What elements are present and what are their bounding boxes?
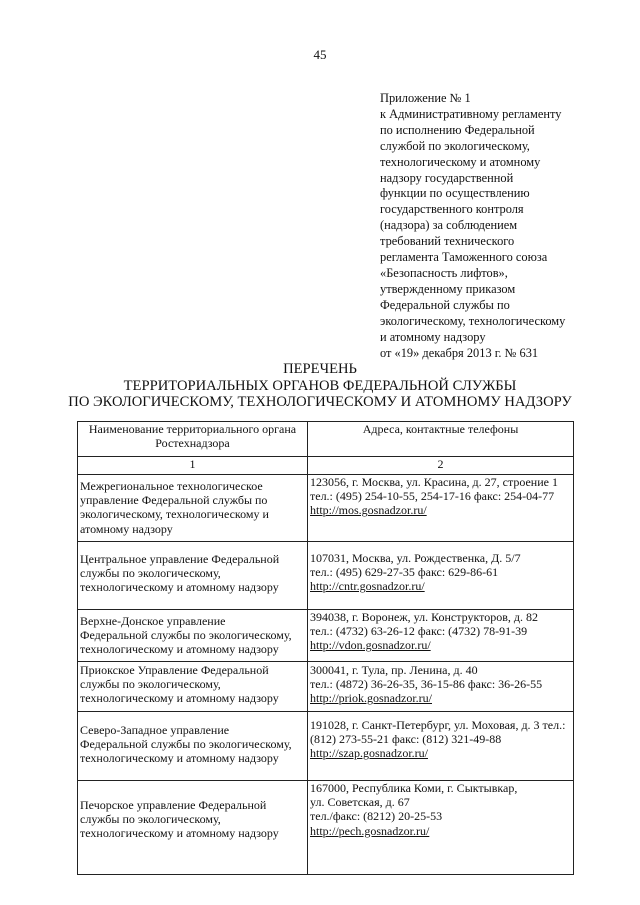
name-line: атомному надзору <box>80 521 173 536</box>
name-line: Приокское Управление Федеральной <box>80 663 269 677</box>
address-line: 167000, Республика Коми, г. Сыктывкар, <box>310 781 518 795</box>
address-line: 394038, г. Воронеж, ул. Конструкторов, д. 82 <box>310 610 538 624</box>
appendix-line: службой по экологическому, <box>380 138 530 153</box>
heading-line: ПО ЭКОЛОГИЧЕСКОМУ, ТЕХНОЛОГИЧЕСКОМУ И АТОМНОМУ НАДЗОРУ <box>68 394 572 410</box>
name-line: службы по экологическому, <box>80 677 221 692</box>
heading-line: ПЕРЕЧЕНЬ <box>283 361 357 377</box>
appendix-line: Федеральной службы по <box>380 297 510 312</box>
table-row <box>78 475 574 542</box>
body-name-cell <box>78 542 308 610</box>
appendix-line: (надзора) за соблюдением <box>380 218 518 233</box>
website-link[interactable]: http://szap.gosnadzor.ru/ <box>310 746 428 761</box>
body-name-cell <box>78 781 308 875</box>
name-line: управление Федеральной службы по <box>80 493 268 508</box>
website-link[interactable]: http://priok.gosnadzor.ru/ <box>310 691 432 706</box>
website-link[interactable]: http://cntr.gosnadzor.ru/ <box>310 579 425 594</box>
address-line: 107031, Москва, ул. Рождественка, Д. 5/7 <box>310 551 521 565</box>
column-number: 2 <box>308 457 574 475</box>
name-line: Межрегиональное технологическое <box>80 479 263 493</box>
name-line: Печорское управление Федеральной <box>80 798 267 812</box>
address-line: тел.: (4732) 63-26-12 факс: (4732) 78-91-39 <box>310 624 528 639</box>
header-text: Ростехнадзора <box>155 436 230 451</box>
name-line: Федеральной службы по экологическому, <box>80 628 292 643</box>
appendix-line: от «19» декабря 2013 г. № 631 <box>380 345 539 360</box>
address-cell <box>308 475 574 542</box>
address-cell <box>308 610 574 662</box>
appendix-line: утвержденному приказом <box>380 281 516 296</box>
appendix-note <box>380 91 630 361</box>
appendix-line: государственного контроля <box>380 202 524 217</box>
document-heading <box>0 361 640 411</box>
name-line: технологическому и атомному надзору <box>80 691 279 706</box>
name-line: технологическому и атомному надзору <box>80 642 279 657</box>
address-cell <box>308 781 574 875</box>
appendix-line: и атомному надзору <box>380 329 486 344</box>
address-line: ул. Советская, д. 67 <box>310 795 410 810</box>
page-number: 45 <box>313 47 327 62</box>
website-link[interactable]: http://mos.gosnadzor.ru/ <box>310 503 427 518</box>
address-line: 300041, г. Тула, пр. Ленина, д. 40 <box>310 663 478 677</box>
appendix-line: экологическому, технологическому <box>380 313 566 328</box>
name-line: Федеральной службы по экологическому, <box>80 737 292 752</box>
website-link[interactable]: http://pech.gosnadzor.ru/ <box>310 823 430 838</box>
table-row <box>78 610 574 662</box>
name-line: службы по экологическому, <box>80 566 221 581</box>
address-line: тел.: (4872) 36-26-35, 36-15-86 факс: 36-26-55 <box>310 677 543 692</box>
address-line: 123056, г. Москва, ул. Красина, д. 27, строение 1 <box>310 475 558 489</box>
appendix-line: требований технического <box>380 234 515 249</box>
body-name-cell <box>78 610 308 662</box>
address-line: тел.: (495) 629-27-35 факс: 629-86-61 <box>310 565 499 580</box>
body-name-cell <box>78 712 308 781</box>
address-cell <box>308 712 574 781</box>
appendix-line: по исполнению Федеральной <box>380 122 535 137</box>
table-header-row <box>78 422 574 457</box>
appendix-line: технологическому и атомному <box>380 154 541 169</box>
table-row <box>78 542 574 610</box>
appendix-line: к Административному регламенту <box>380 106 562 121</box>
address-cell <box>308 662 574 712</box>
heading-line: ТЕРРИТОРИАЛЬНЫХ ОРГАНОВ ФЕДЕРАЛЬНОЙ СЛУЖБЫ <box>123 377 517 394</box>
name-line: службы по экологическому, <box>80 812 221 827</box>
table-row <box>78 662 574 712</box>
address-line: тел./факс: (8212) 20-25-53 <box>310 809 443 824</box>
appendix-line: «Безопасность лифтов», <box>380 265 508 280</box>
address-line: (812) 273-55-21 факс: (812) 321-49-88 <box>310 732 502 747</box>
table-row <box>78 781 574 875</box>
address-cell <box>308 542 574 610</box>
name-line: Северо-Западное управление <box>80 723 230 737</box>
appendix-line: функции по осуществлению <box>380 186 530 201</box>
name-line: технологическому и атомному надзору <box>80 580 279 595</box>
name-line: технологическому и атомному надзору <box>80 826 279 841</box>
appendix-line: Приложение № 1 <box>380 91 471 105</box>
body-name-cell <box>78 662 308 712</box>
header-text: Адреса, контактные телефоны <box>362 422 519 436</box>
table-row <box>78 712 574 781</box>
appendix-line: регламента Таможенного союза <box>380 250 548 265</box>
address-line: тел.: (495) 254-10-55, 254-17-16 факс: 254-04-77 <box>310 489 555 504</box>
address-line: 191028, г. Санкт-Петербург, ул. Моховая, д. 3 тел.: <box>310 718 566 732</box>
name-line: Верхне-Донское управление <box>80 614 226 628</box>
header-cell-address <box>308 422 574 457</box>
website-link[interactable]: http://vdon.gosnadzor.ru/ <box>310 638 431 653</box>
column-number-row <box>78 457 574 475</box>
name-line: экологическому, технологическому и <box>80 507 269 522</box>
column-number: 1 <box>78 457 308 475</box>
appendix-line: надзору государственной <box>380 170 514 185</box>
header-cell-name <box>78 422 308 457</box>
name-line: технологическому и атомному надзору <box>80 751 279 766</box>
body-name-cell <box>78 475 308 542</box>
territorial-bodies-table <box>77 421 574 875</box>
header-text: Наименование территориального органа <box>88 422 297 436</box>
name-line: Центральное управление Федеральной <box>80 552 280 566</box>
